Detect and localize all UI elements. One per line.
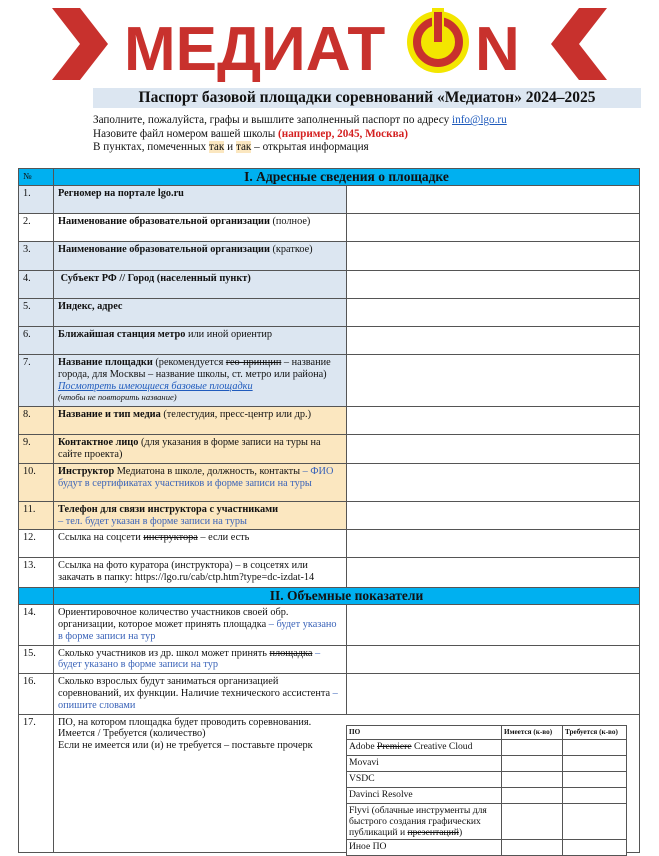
right-chevron-icon xyxy=(551,8,607,80)
need-cell[interactable] xyxy=(563,755,627,771)
answer-cell[interactable] xyxy=(347,463,640,501)
answer-cell[interactable] xyxy=(347,186,640,214)
answer-cell[interactable] xyxy=(347,242,640,271)
section-2-header: II. Объемные показатели xyxy=(54,588,640,605)
need-cell[interactable] xyxy=(563,771,627,787)
answer-cell[interactable] xyxy=(347,645,640,674)
have-cell[interactable] xyxy=(502,839,563,855)
answer-cell[interactable] xyxy=(347,355,640,407)
answer-cell[interactable] xyxy=(347,435,640,464)
left-chevron-icon xyxy=(52,8,108,80)
num-header: № xyxy=(19,169,54,186)
need-cell[interactable] xyxy=(563,803,627,839)
email-link[interactable]: info@lgo.ru xyxy=(452,114,507,126)
mediaton-logo xyxy=(0,0,659,82)
have-cell[interactable] xyxy=(502,739,563,755)
intro-block: Заполните, пожалуйста, графы и вышлите заполненный паспорт по адресу info@lgo.ru Назовите файл номером вашей школы (например, 2045, Москва) В пунктах, помеченных так и так – открытая информация xyxy=(93,114,507,153)
page-title: Паспорт базовой площадки соревнований «Медиатон» 2024–2025 xyxy=(93,88,641,108)
logo-text-end: N xyxy=(475,15,520,82)
intro-line3: В пунктах, помеченных xyxy=(93,141,207,153)
answer-cell[interactable] xyxy=(347,327,640,355)
highlight-sample-2: так xyxy=(235,141,252,153)
have-cell[interactable] xyxy=(502,755,563,771)
have-cell[interactable] xyxy=(502,803,563,839)
have-cell[interactable] xyxy=(502,787,563,803)
existing-sites-link[interactable]: Посмотреть имеющиеся базовые площадки xyxy=(58,380,253,392)
section-1-header: I. Адресные сведения о площадке xyxy=(54,169,640,186)
answer-cell[interactable] xyxy=(347,299,640,327)
answer-cell[interactable] xyxy=(347,271,640,299)
intro-line1: Заполните, пожалуйста, графы и вышлите заполненный паспорт по адресу xyxy=(93,114,450,126)
have-cell[interactable] xyxy=(502,771,563,787)
answer-cell[interactable] xyxy=(347,558,640,588)
answer-cell[interactable] xyxy=(347,214,640,242)
need-cell[interactable] xyxy=(563,787,627,803)
highlight-sample-1: так xyxy=(208,141,225,153)
intro-line2: Назовите файл номером вашей школы xyxy=(93,127,276,140)
answer-cell[interactable] xyxy=(347,530,640,558)
answer-cell[interactable] xyxy=(347,674,640,714)
passport-table: № I. Адресные сведения о площадке 1. Регномер на портале lgo.ru 2. Наименование образовательной организации (полное) 3. Наименование образовательной организации (краткое) 4. Субъект РФ // Город (населенный пункт) 5. Индекс, адрес 6. Ближайшая станция метро или иной ориентир 7. Название площадки (рекомендуется гео-принцип – название города, для Москвы – название школы, ст. метро или района) Посмотреть имеющиеся базовые площадки (чтобы не повторить название) 8. Название и тип медиа (телестудия, пресс-центр или др.) 9. Контактное лицо (для указания в форме записи на туры на сайте проекта) 10. Инструктор Медиатона в школе, должность, контакты – ФИО будут в сертификатах участников и форме записи на туры 11. Телефон для связи инструктора с участниками – тел. будет указан в форме записи на туры 12. Ссылка на соцсети инструктора – если есть 13. Ссылка на фото куратора (инструктора) – в соцсетях или закачать в папку: https://lgo.ru/cab/ctp.htm?type=dc-izdat-14 II. Объемные показатели 14. Ориентировочное количество участников своей обр. организации, которое может принять площадка – будет указано в форме записи на тур 15. Сколько участников из др. школ может принять площадка – будет указано в форме записи на тур 16. Сколько взрослых будут заниматься организацией соревнований, их функции. Наличие технического ассистента – опишите словами 17. ПО, на котором площадка будет проводить соревнования. Имеется / Требуется (количество) Если не имеется или (и) не требуется – поставьте прочерк ПО Имеется (к-во) Требуется (к-во) Adobe Premiere Creative Cloud Movavi VSDC Davinci Resolve Flyvi (облачные инструменты для быстрого создания графических публикаций и презентаций) Иное ПО xyxy=(18,168,640,853)
need-cell[interactable] xyxy=(563,839,627,855)
answer-cell[interactable] xyxy=(347,407,640,435)
answer-cell[interactable] xyxy=(347,501,640,530)
filename-example: (например, 2045, Москва) xyxy=(278,127,408,140)
software-table: ПО Имеется (к-во) Требуется (к-во) Adobe Premiere Creative Cloud Movavi VSDC Davinci Resolve Flyvi (облачные инструменты для быстрого создания графических публикаций и презентаций) Иное ПО xyxy=(346,725,627,856)
logo-text: МЕДИАТ xyxy=(124,15,386,82)
answer-cell[interactable] xyxy=(347,605,640,645)
need-cell[interactable] xyxy=(563,739,627,755)
